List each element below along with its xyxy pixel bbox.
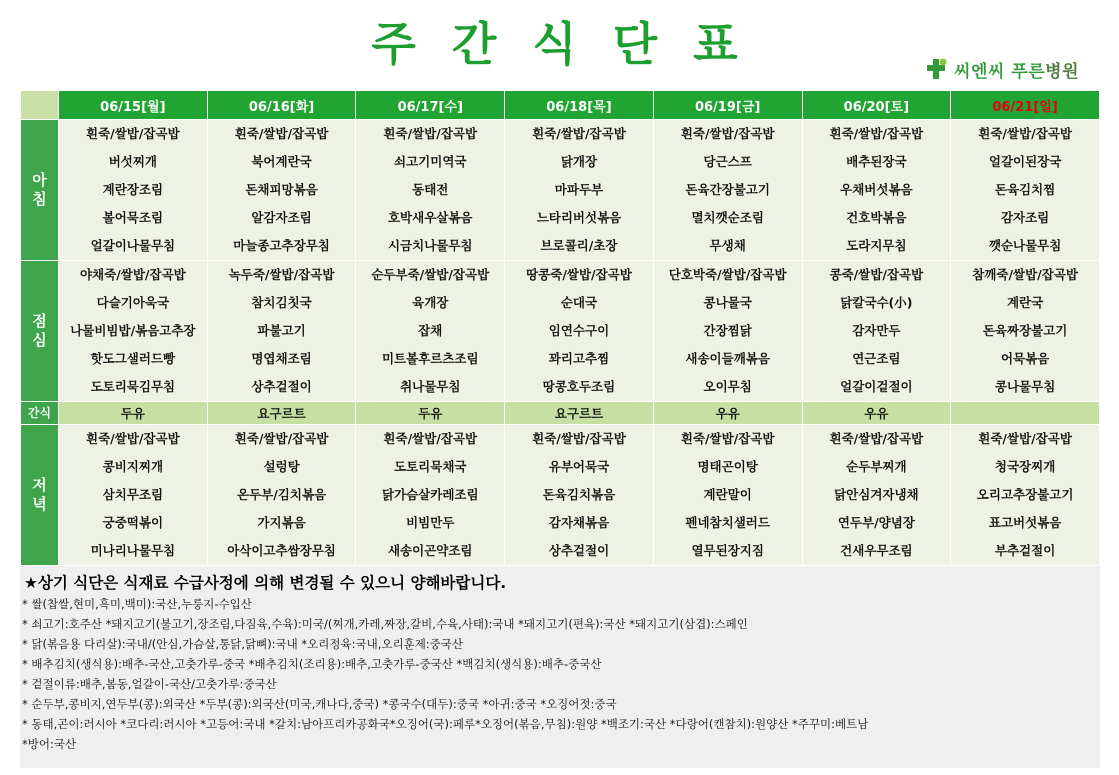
origin-note: * 겉절이류:배추,봄동,얼갈이-국산/고춧가루:중국산 (22, 677, 277, 691)
menu-item: 펜네참치샐러드 (685, 515, 770, 530)
menu-item: 흰죽/쌀밥/잡곡밥 (86, 431, 180, 446)
menu-item: 미나리나물무침 (90, 543, 176, 558)
lunch-label: 점심 (21, 261, 59, 402)
menu-item: 오리고추장불고기 (976, 487, 1074, 502)
menu-item: 도토리묵채국 (394, 459, 467, 474)
menu-item: 새송이들깨볶음 (685, 351, 770, 366)
day-header: 06/20[토] (802, 91, 951, 120)
menu-item: 유부어묵국 (548, 459, 610, 474)
menu-item: 순대국 (560, 295, 598, 310)
dinner-day-cell (59, 425, 208, 566)
menu-item: 닭개장 (560, 154, 598, 169)
menu-item: 땅콩죽/쌀밥/잡곡밥 (526, 267, 632, 282)
menu-item: 꽈리고추찜 (548, 351, 610, 366)
menu-item: 상추겉절이 (251, 379, 312, 394)
hospital-name (954, 57, 1079, 82)
hospital-logo (924, 54, 1079, 84)
menu-item: 흰죽/쌀밥/잡곡밥 (532, 431, 626, 446)
menu-item: 흰죽/쌀밥/잡곡밥 (680, 126, 775, 141)
breakfast-day-cell (951, 120, 1100, 261)
menu-item: 멸치깻순조림 (691, 210, 764, 225)
breakfast-day-cell (59, 120, 208, 261)
hospital-name-suffix: 병원 (1045, 61, 1079, 82)
menu-item: 느타리버섯볶음 (536, 210, 622, 225)
menu-item: 흰죽/쌀밥/잡곡밥 (532, 126, 626, 141)
menu-item: 육개장 (412, 295, 449, 310)
menu-item: 야채죽/쌀밥/잡곡밥 (79, 267, 186, 282)
origin-note: * 배추김치(생식용):배추-국산,고춧가루-중국 *배추김치(조리용):배추,고춧가루-중국산 *백김치(생식용):배추-중국산 (22, 657, 602, 671)
menu-item: 당근스프 (703, 154, 752, 169)
menu-item: 흰죽/쌀밥/잡곡밥 (383, 126, 478, 141)
menu-item: 참치김칫국 (251, 295, 312, 310)
menu-item: 미트볼후르츠조림 (381, 351, 479, 366)
menu-item: 호박새우살볶음 (387, 210, 473, 225)
menu-item: 얼갈이겉절이 (840, 379, 913, 394)
menu-item: 설렁탕 (263, 459, 300, 474)
menu-item: 흰죽/쌀밥/잡곡밥 (829, 431, 924, 446)
day-header: 06/16[화] (207, 91, 356, 120)
menu-item: 돈육간장불고기 (685, 182, 770, 197)
menu-item: 닭칼국수(小) (840, 295, 913, 310)
date-header-row (21, 91, 1100, 120)
dinner-day-cell (653, 425, 802, 566)
dinner-day-cell (505, 425, 654, 566)
day-header: 06/17[수] (356, 91, 505, 120)
menu-item: 볼어묵조림 (102, 210, 164, 225)
menu-item: 브로콜리/초장 (540, 238, 618, 253)
menu-item: 도토리묵김무침 (90, 379, 176, 394)
lunch-day-cell (59, 261, 208, 402)
menu-item: 마늘종고추장무침 (233, 238, 330, 253)
menu-item: 감자조림 (1000, 210, 1050, 225)
dinner-day-cell (802, 425, 951, 566)
lunch-day-cell (802, 261, 951, 402)
menu-item: 돈육김치찜 (994, 182, 1056, 197)
menu-item: 동태전 (412, 182, 449, 197)
menu-item: 연근조림 (852, 351, 901, 366)
dinner-day-cell (356, 425, 505, 566)
origin-note: *방어:국산 (22, 737, 77, 751)
notice-headline: ★상기 식단은 식재료 수급사정에 의해 변경될 수 있으니 양해바랍니다. (24, 574, 507, 592)
menu-item: 흰죽/쌀밥/잡곡밥 (234, 431, 329, 446)
menu-item: 흰죽/쌀밥/잡곡밥 (86, 126, 180, 141)
menu-item: 흰죽/쌀밥/잡곡밥 (829, 126, 924, 141)
breakfast-label: 아침 (21, 120, 59, 261)
snack-day-cell: 요구르트 (505, 402, 654, 425)
menu-item: 가지볶음 (257, 515, 306, 530)
hospital-cross-icon (924, 56, 950, 82)
menu-item: 무생채 (709, 238, 746, 253)
menu-item: 참깨죽/쌀밥/잡곡밥 (972, 267, 1078, 282)
dinner-label: 저녁 (21, 425, 59, 566)
hospital-name-main: 씨엔씨 푸른 (954, 61, 1046, 82)
menu-item: 나물비빔밥/볶음고추장 (70, 323, 196, 338)
menu-item: 얼갈이된장국 (988, 154, 1062, 169)
menu-item: 오이무침 (703, 379, 752, 394)
menu-item: 청국장찌개 (994, 459, 1056, 474)
dinner-day-cell (951, 425, 1100, 566)
menu-item: 명엽채조림 (251, 351, 312, 366)
menu-item: 비빔만두 (406, 515, 455, 530)
day-header-sunday: 06/21[일] (951, 91, 1100, 120)
menu-item: 삼치무조림 (102, 487, 164, 502)
breakfast-day-cell (802, 120, 951, 261)
menu-item: 계란말이 (703, 487, 752, 502)
menu-item: 흰죽/쌀밥/잡곡밥 (234, 126, 329, 141)
menu-item: 감자만두 (852, 323, 901, 338)
menu-item: 흰죽/쌀밥/잡곡밥 (383, 431, 478, 446)
menu-item: 취나물무침 (400, 379, 461, 394)
menu-item: 핫도그샐러드빵 (90, 351, 176, 366)
lunch-row (21, 261, 1100, 402)
breakfast-day-cell (653, 120, 802, 261)
notice-box (20, 566, 1100, 768)
day-header: 06/15[월] (59, 91, 208, 120)
menu-item: 닭안심겨자냉채 (834, 487, 919, 502)
menu-item: 깻순나물무침 (988, 238, 1062, 253)
weekly-menu-table (20, 90, 1100, 566)
menu-item: 상추겉절이 (548, 543, 610, 558)
lunch-day-cell (356, 261, 505, 402)
dinner-day-cell (207, 425, 356, 566)
menu-item: 아삭이고추쌈장무침 (227, 543, 336, 558)
snack-day-cell: 두유 (356, 402, 505, 425)
origin-note: * 쌀(찹쌀,현미,흑미,백미):국산,누룽지-수입산 (22, 597, 252, 611)
origin-note: * 닭(볶음용 다리살):국내/(안심,가슴살,통닭,닭뼈):국내 *오리정육:국내,오리훈제:중국산 (22, 637, 464, 651)
menu-item: 흰죽/쌀밥/잡곡밥 (978, 126, 1072, 141)
menu-item: 쇠고기미역국 (394, 154, 467, 169)
menu-item: 돈육짜장불고기 (982, 323, 1068, 338)
menu-item: 콩죽/쌀밥/잡곡밥 (829, 267, 924, 282)
menu-item: 연두부/양념장 (837, 515, 915, 530)
menu-item: 배추된장국 (846, 154, 907, 169)
menu-item: 건호박볶음 (846, 210, 907, 225)
menu-item: 계란국 (1006, 295, 1044, 310)
menu-item: 순두부죽/쌀밥/잡곡밥 (371, 267, 490, 282)
lunch-day-cell (951, 261, 1100, 402)
header-corner (21, 91, 59, 120)
menu-item: 건새우무조림 (840, 543, 913, 558)
breakfast-day-cell (207, 120, 356, 261)
menu-item: 돈채피망볶음 (245, 182, 318, 197)
menu-item: 열무된장지짐 (691, 543, 764, 558)
snack-day-cell: 우유 (802, 402, 951, 425)
origin-note: * 순두부,콩비지,연두부(콩):외국산 *두부(콩):외국산(미국,캐나다,중국) *콩국수(대두):중국 *아귀:중국 *오징어젓:중국 (22, 697, 617, 711)
menu-item: 돈육김치볶음 (542, 487, 616, 502)
menu-item: 콩나물무침 (994, 379, 1056, 394)
snack-day-cell: 요구르트 (207, 402, 356, 425)
menu-item: 북어계란국 (251, 154, 312, 169)
menu-item: 닭가슴살카레조림 (381, 487, 479, 502)
menu-item: 콩비지찌개 (102, 459, 164, 474)
menu-item: 땅콩호두조림 (542, 379, 616, 394)
origin-note: * 쇠고기:호주산 *돼지고기(불고기,장조림,다짐육,수육):미국/(찌개,카레,짜장,갈비,수육,사태):국내 *돼지고기(편육):국산 *돼지고기(삼겹):스페인 (22, 617, 748, 631)
menu-item: 임연수구이 (548, 323, 610, 338)
origin-note: * 동태,곤이:러시아 *코다리:러시아 *고등어:국내 *갈치:남아프리카공화국*오징어(국):페루*오징어(볶음,무침):원양 *백조기:국산 *다랑어(캔참치):원양산 *주꾸미:베트남 (22, 717, 869, 731)
menu-item: 알감자조림 (251, 210, 312, 225)
menu-item: 감자채볶음 (548, 515, 610, 530)
menu-item: 버섯찌개 (108, 154, 157, 169)
menu-item: 어묵볶음 (1000, 351, 1050, 366)
day-header: 06/18[목] (505, 91, 654, 120)
menu-item: 녹두죽/쌀밥/잡곡밥 (228, 267, 335, 282)
breakfast-day-cell (356, 120, 505, 261)
menu-item: 흰죽/쌀밥/잡곡밥 (978, 431, 1072, 446)
menu-item: 단호박죽/쌀밥/잡곡밥 (668, 267, 787, 282)
lunch-day-cell (653, 261, 802, 402)
snack-row (21, 402, 1100, 425)
snack-day-cell: 두유 (59, 402, 208, 425)
menu-item: 시금치나물무침 (387, 238, 473, 253)
menu-item: 순두부찌개 (846, 459, 907, 474)
menu-item: 잡채 (418, 323, 443, 338)
dinner-row (21, 425, 1100, 566)
menu-item: 파불고기 (257, 323, 306, 338)
menu-item: 마파두부 (554, 182, 604, 197)
menu-item: 다슬기아욱국 (96, 295, 170, 310)
menu-item: 얼갈이나물무침 (90, 238, 176, 253)
menu-item: 우채버섯볶음 (840, 182, 913, 197)
menu-item: 궁중떡볶이 (102, 515, 164, 530)
menu-item: 명태곤이탕 (697, 459, 758, 474)
breakfast-day-cell (505, 120, 654, 261)
snack-day-cell (951, 402, 1100, 425)
menu-item: 표고버섯볶음 (988, 515, 1062, 530)
menu-item: 콩나물국 (703, 295, 752, 310)
breakfast-row (21, 120, 1100, 261)
lunch-day-cell (207, 261, 356, 402)
snack-label: 간식 (21, 402, 59, 425)
menu-item: 계란장조림 (102, 182, 164, 197)
menu-item: 부추겉절이 (994, 543, 1056, 558)
menu-item: 새송이곤약조림 (387, 543, 473, 558)
menu-item: 온두부/김치볶음 (237, 487, 327, 502)
menu-item: 흰죽/쌀밥/잡곡밥 (680, 431, 775, 446)
menu-item: 간장찜닭 (703, 323, 752, 338)
menu-item: 도라지무침 (846, 238, 907, 253)
page-title: 주 간 식 단 표 (371, 17, 748, 71)
snack-day-cell: 우유 (653, 402, 802, 425)
lunch-day-cell (505, 261, 654, 402)
day-header: 06/19[금] (653, 91, 802, 120)
